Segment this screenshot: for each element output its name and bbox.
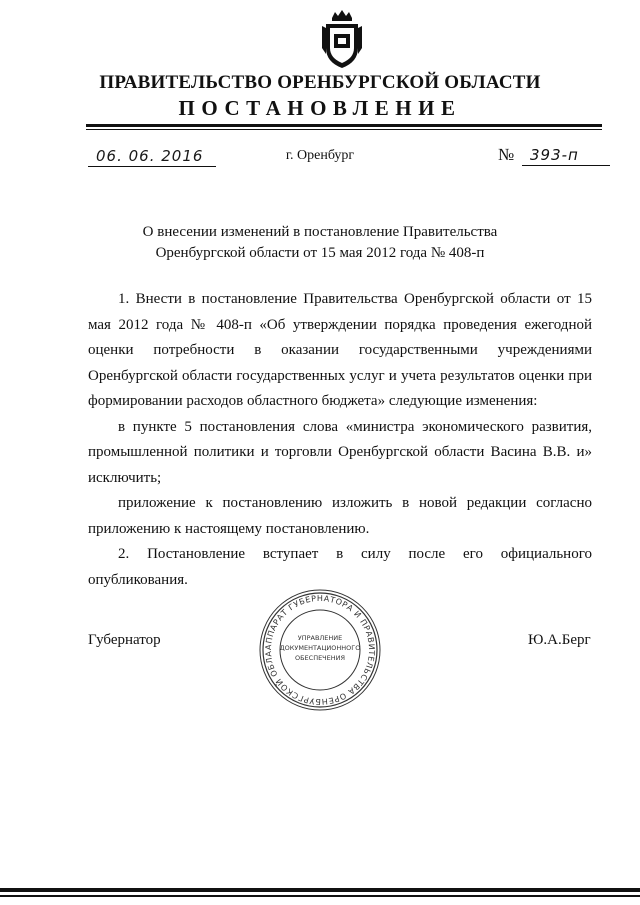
coat-of-arms [318, 8, 366, 72]
official-stamp [258, 588, 382, 712]
government-title: ПРАВИТЕЛЬСТВО ОРЕНБУРГСКОЙ ОБЛАСТИ [99, 72, 541, 93]
number-label: № [498, 145, 515, 164]
document-type: ПОСТАНОВЛЕНИЕ [178, 96, 462, 120]
document-subject [120, 222, 520, 264]
signer-position: Губернатор [88, 632, 161, 648]
document-city: г. Оренбург [285, 148, 355, 163]
subject-line: Оренбургской области от 15 мая 2012 года № 408-п [155, 245, 485, 261]
document-date: 06. 06. 2016 [88, 146, 216, 167]
body-paragraph: в пункте 5 постановления слова «министра экономического развития, промышленной политики и торговли Оренбургской области Васина В.В. и» исключить; [88, 418, 592, 486]
body-paragraph: 2. Постановление вступает в силу после его официального опубликования. [88, 546, 592, 588]
document-body [88, 287, 592, 593]
stamp-center-line: УПРАВЛЕНИЕ [297, 634, 343, 642]
document-number: 393-п [522, 145, 610, 166]
stamp-center-line: ДОКУМЕНТАЦИОННОГО [279, 644, 361, 652]
signer-name: Ю.А.Берг [528, 632, 591, 648]
footer-rule-thick [0, 888, 640, 892]
header-rule-thick [86, 124, 602, 127]
subject-line: О внесении изменений в постановление Правительства [142, 224, 498, 240]
stamp-ring-text: АППАРАТ ГУБЕРНАТОРА И ПРАВИТЕЛЬСТВА ОРЕНБУРГСКОЙ ОБЛА [263, 593, 377, 707]
body-paragraph: приложение к постановлению изложить в новой редакции согласно приложению к настоящему постановлению. [88, 495, 592, 537]
body-paragraph: 1. Внести в постановление Правительства Оренбургской области от 15 мая 2012 года № 408-п «Об утверждении порядка проведения ежегодной оценки потребности в оказании государственными учреждениями Оренбургской области государственных услуг и учета результатов оценки при формировании расходов областного бюджета» следующие изменения: [88, 291, 592, 409]
footer-rule-thin [0, 895, 640, 897]
header-rule-thin [86, 129, 602, 130]
stamp-center-line: ОБЕСПЕЧЕНИЯ [294, 654, 346, 662]
